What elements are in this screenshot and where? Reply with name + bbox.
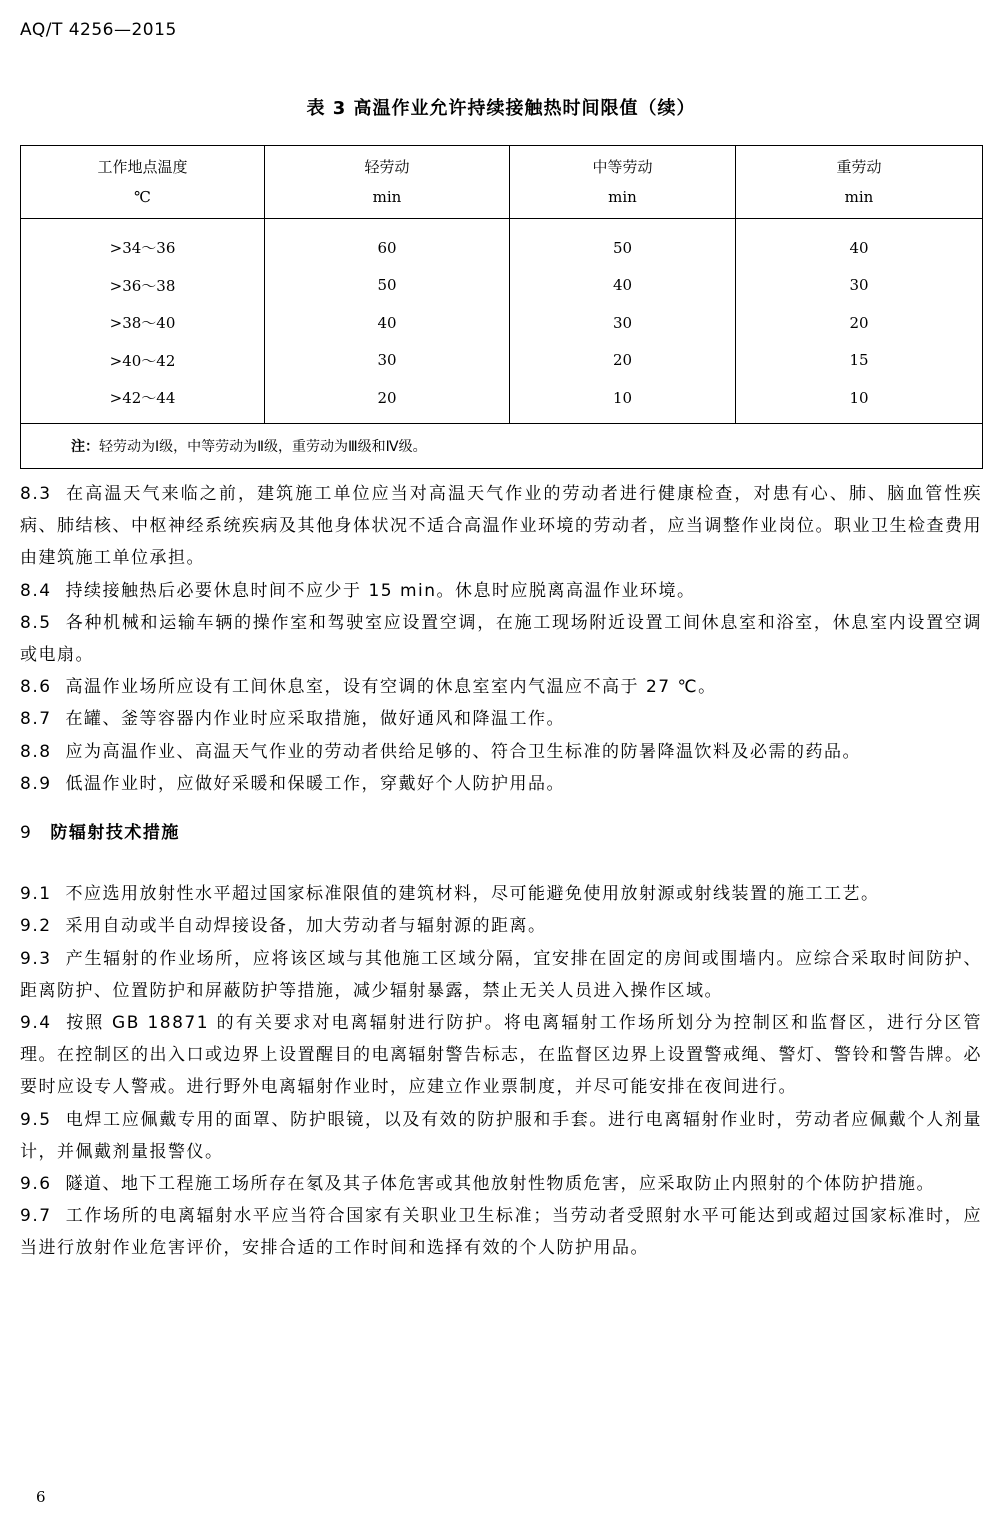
clause-8-5 [20, 607, 982, 671]
clause-text: 高温作业场所应设有工间休息室，设有空调的休息室室内气温应不高于 27 ℃。 [65, 677, 717, 698]
table-cell: 10 [736, 379, 983, 423]
clause-number: 9.2 [20, 916, 52, 937]
table-cell: >40～42 [21, 342, 265, 380]
clause-8-7 [20, 703, 982, 735]
table-cell: 20 [265, 379, 510, 423]
clause-text: 按照 GB 18871 的有关要求对电离辐射进行防护。将电离辐射工作场所划分为控制区和监督区，进行分区管理。在控制区的出入口或边界上设置醒目的电离辐射警告标志，在监督区边界上设置警戒绳、警灯、警铃和警告牌。必要时应设专人警戒。进行野外电离辐射作业时，应建立作业票制度，并尽可能安排在夜间进行。 [20, 1013, 982, 1098]
table-row [21, 219, 983, 267]
table-cell: 30 [510, 304, 736, 342]
table-cell: >38～40 [21, 304, 265, 342]
clause-9-7 [20, 1200, 982, 1264]
table-title: 表 3 高温作业允许持续接触热时间限值（续） [306, 98, 696, 119]
clause-number: 8.9 [20, 773, 52, 794]
standard-code: AQ/T 4256—2015 [20, 20, 177, 40]
clause-number: 9.1 [20, 884, 52, 905]
clause-8-8 [20, 736, 982, 768]
clause-text: 隧道、地下工程施工场所存在氡及其子体危害或其他放射性物质危害，应采取防止内照射的个体防护措施。 [65, 1174, 936, 1195]
clause-text: 采用自动或半自动焊接设备，加大劳动者与辐射源的距离。 [65, 916, 547, 937]
clause-8-4 [20, 575, 982, 607]
note-text: 轻劳动为Ⅰ级，中等劳动为Ⅱ级，重劳动为Ⅲ级和Ⅳ级。 [99, 438, 427, 455]
clause-text: 应为高温作业、高温天气作业的劳动者供给足够的、符合卫生标准的防暑降温饮料及必需的药品。 [65, 741, 862, 762]
table-cell: 30 [265, 342, 510, 380]
table-header-row [21, 146, 983, 219]
table-cell: >36～38 [21, 267, 265, 305]
clause-text: 各种机械和运输车辆的操作室和驾驶室应设置空调，在施工现场附近设置工间休息室和浴室，休息室内设置空调或电扇。 [20, 612, 982, 666]
clause-9-3 [20, 943, 982, 1007]
clause-8-9 [20, 768, 982, 800]
clause-number: 9.7 [20, 1206, 52, 1227]
clause-number: 9.4 [20, 1013, 52, 1034]
clause-number: 8.8 [20, 741, 52, 762]
table-note-row [21, 423, 983, 468]
table-cell: 10 [510, 379, 736, 423]
clause-text: 在高温天气来临之前，建筑施工单位应当对高温天气作业的劳动者进行健康检查，对患有心、肺、脑血管性疾病、肺结核、中枢神经系统疾病及其他身体状况不适合高温作业环境的劳动者，应当调整作业岗位。职业卫生检查费用由建筑施工单位承担。 [20, 484, 982, 569]
table-row [21, 342, 983, 380]
section-9-number: 9 [20, 823, 33, 844]
clause-9-1 [20, 878, 982, 910]
table-cell: 20 [510, 342, 736, 380]
clause-number: 8.6 [20, 677, 52, 698]
page-number: 6 [36, 1488, 46, 1506]
table-cell: 40 [510, 267, 736, 305]
clause-text: 电焊工应佩戴专用的面罩、防护眼镜，以及有效的防护服和手套。进行电离辐射作业时，劳动者应佩戴个人剂量计，并佩戴剂量报警仪。 [20, 1109, 982, 1162]
clause-text: 工作场所的电离辐射水平应当符合国家有关职业卫生标准；当劳动者受照射水平可能达到或超过国家标准时，应当进行放射作业危害评价，安排合适的工作时间和选择有效的个人防护用品。 [20, 1206, 982, 1259]
table-row [21, 304, 983, 342]
table-cell: 15 [736, 342, 983, 380]
clause-number: 9.5 [20, 1109, 52, 1130]
table-cell: >34～36 [21, 219, 265, 267]
section-9-heading [20, 817, 982, 849]
table-cell: >42～44 [21, 379, 265, 423]
clause-text: 低温作业时，应做好采暖和保暖工作，穿戴好个人防护用品。 [65, 773, 566, 794]
clause-number: 9.3 [20, 948, 52, 969]
table-note [21, 423, 983, 468]
table-cell: 40 [736, 219, 983, 267]
clause-9-2 [20, 910, 982, 942]
heat-exposure-limits-table [20, 145, 983, 469]
clause-number: 8.4 [20, 580, 52, 601]
clause-number: 9.6 [20, 1174, 52, 1195]
table-cell: 30 [736, 267, 983, 305]
table-row [21, 267, 983, 305]
clause-text: 在罐、釜等容器内作业时应采取措施，做好通风和降温工作。 [65, 709, 566, 730]
clause-number: 8.5 [20, 612, 52, 633]
clause-9-5 [20, 1104, 982, 1168]
clause-text: 不应选用放射性水平超过国家标准限值的建筑材料，尽可能避免使用放射源或射线装置的施工工艺。 [65, 884, 880, 905]
table-cell: 60 [265, 219, 510, 267]
col-header-moderate-labor: 中等劳动 min [510, 146, 736, 219]
clause-number: 8.3 [20, 484, 52, 504]
table-cell: 20 [736, 304, 983, 342]
clause-9-6 [20, 1168, 982, 1200]
section-8-paragraphs [20, 478, 982, 800]
clause-text: 产生辐射的作业场所，应将该区域与其他施工区域分隔，宜安排在固定的房间或围墙内。应综合采取时间防护、距离防护、位置防护和屏蔽防护等措施，减少辐射暴露，禁止无关人员进入操作区域。 [20, 948, 982, 1001]
clause-text: 持续接触热后必要休息时间不应少于 15 min。休息时应脱离高温作业环境。 [65, 580, 696, 601]
col-header-temperature: 工作地点温度 ℃ [21, 146, 265, 219]
col-header-heavy-labor: 重劳动 min [736, 146, 983, 219]
section-9-paragraphs [20, 878, 982, 1264]
col-header-light-labor: 轻劳动 min [265, 146, 510, 219]
table-cell: 50 [510, 219, 736, 267]
table-row [21, 379, 983, 423]
note-label: 注： [71, 438, 99, 455]
clause-8-3 [20, 478, 982, 575]
section-9-title: 防辐射技术措施 [50, 823, 180, 844]
body-text [20, 478, 982, 1265]
table-cell: 40 [265, 304, 510, 342]
clause-number: 8.7 [20, 709, 52, 730]
table-cell: 50 [265, 267, 510, 305]
clause-9-4 [20, 1007, 982, 1104]
clause-8-6 [20, 671, 982, 703]
